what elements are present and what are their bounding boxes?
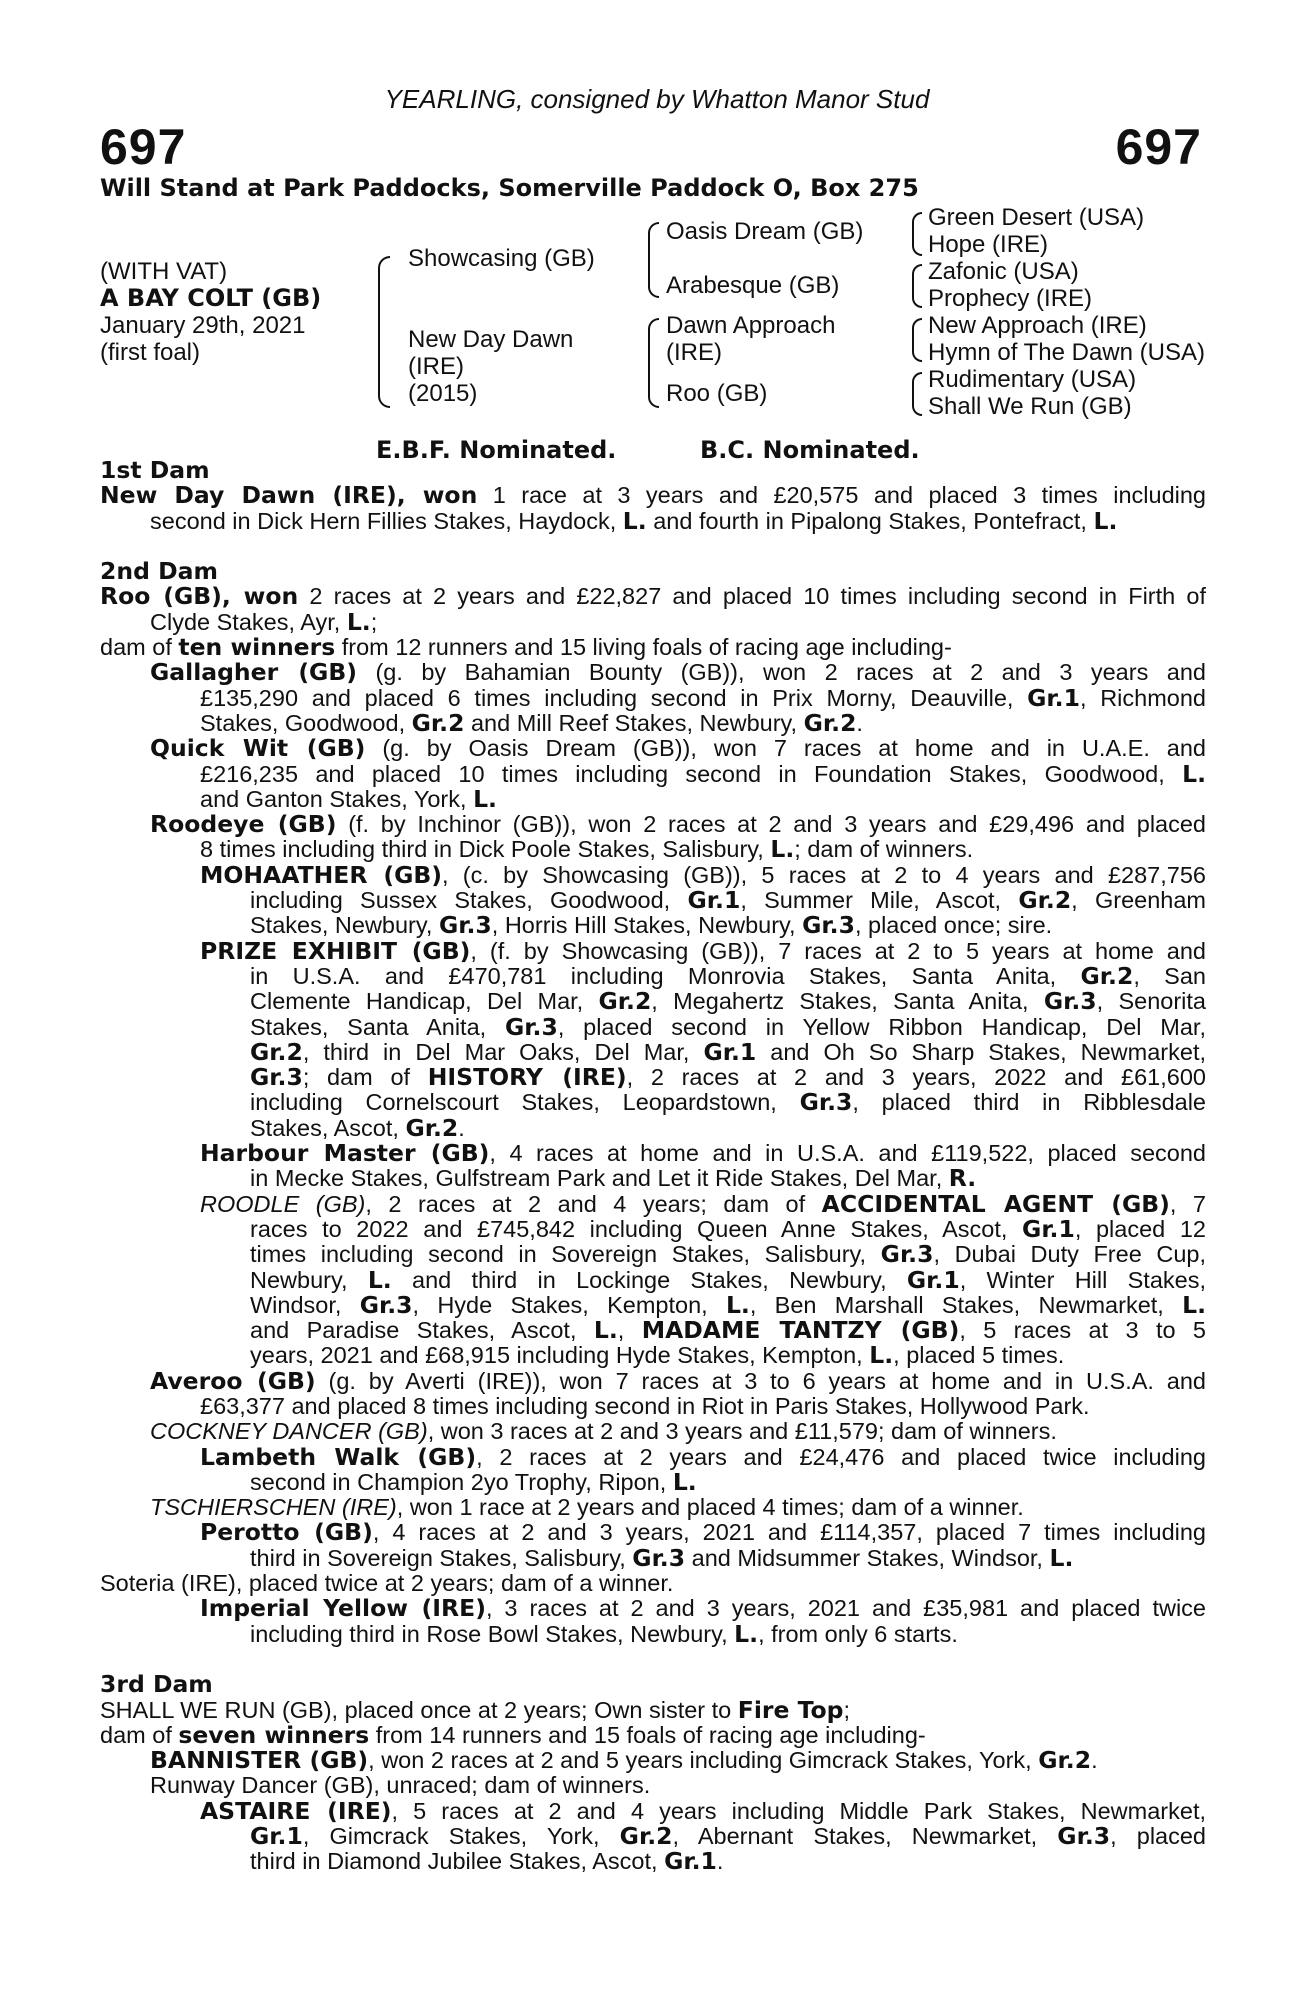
race-grade: L. [1182,761,1206,787]
race-grade: L. [725,1292,750,1319]
text-span: , 7 [1169,1191,1206,1217]
text-line [100,1596,1206,1621]
text-span: and Oh So Sharp Stakes, Newmarket, [756,1039,1206,1065]
text-span: times including second in Sovereign Stakes, Salisbury, [250,1242,881,1268]
race-grade: Gr.3 [799,1090,853,1116]
text-span: in Mecke Stakes, Gulfstream Park and Let it Ride Stakes, Del Mar, [250,1166,949,1192]
text-span: , placed once; sire. [854,913,1053,939]
text-span: . [458,1115,465,1141]
horse-name: HISTORY (IRE) [427,1065,627,1091]
text-span: races to 2022 and £745,842 including Queen Anne Stakes, Ascot, [250,1216,1023,1242]
race-grade: L. [770,837,795,863]
horse-name: New Day Dawn (IRE), won [100,483,478,509]
race-grade: L. [367,1267,392,1293]
race-grade: Gr.3 [250,1065,303,1091]
text-span: in U.S.A. and £470,781 including Monrovia Stakes, Santa Anita, [250,963,1081,989]
ebf-nomination: E.B.F. Nominated. [376,436,617,464]
text-line [100,1090,1206,1115]
text-span: (g. by Oasis Dream (GB)), won 7 races at home and in U.A.E. and [365,736,1206,762]
race-grade: Gr.2 [1018,888,1072,914]
text-span: ; [370,609,378,635]
race-grade: Gr.3 [802,913,855,939]
text-span: , San [1133,963,1206,989]
text-line [100,1242,1206,1267]
horse-name: TSCHIERSCHEN (IRE) [150,1495,397,1521]
text-line [100,964,1206,989]
text-line [100,1394,1206,1419]
text-line [100,610,1206,635]
pedigree-dsd: Hymn of The Dawn (USA) [928,339,1205,366]
text-span: and Paradise Stakes, Ascot, [250,1318,594,1344]
text-line [100,1318,1206,1343]
text-line [100,1520,1206,1545]
text-line [100,1293,1206,1318]
pedigree-ssd: Hope (IRE) [928,231,1049,258]
bracket-sd [912,264,922,308]
race-grade: L. [734,1621,759,1647]
horse-name: MOHAATHER (GB) [200,862,443,889]
text-span: SHALL WE RUN (GB), placed once at 2 years; Own sister to [100,1697,738,1723]
text-line [100,863,1206,888]
horse-name: Lambeth Walk (GB) [200,1444,477,1470]
text-span: , Senorita [1096,989,1206,1015]
bracket-ds [912,318,922,362]
text-line [100,1268,1206,1293]
text-span: , placed second in Yellow Ribbon Handicap, Del Mar, [557,1014,1206,1040]
pedigree-dam-dam: Roo (GB) [666,380,768,407]
race-grade: L. [593,1318,618,1344]
bc-nomination: B.C. Nominated. [700,436,920,464]
text-line [100,1698,1206,1723]
text-line [100,1723,1206,1748]
text-span: , placed third in Ribblesdale [852,1090,1206,1116]
text-span: , (c. by Showcasing (GB)), 5 races at 2 to 4 years and £287,756 [442,862,1206,888]
text-line [100,711,1206,736]
text-line [100,1419,1206,1444]
text-span: second in Champion 2yo Trophy, Ripon, [250,1469,673,1495]
text-line [100,1343,1206,1368]
text-span: and Ganton Stakes, York, [200,786,474,812]
text-span: , third in Del Mar Oaks, Del Mar, [302,1039,704,1065]
text-line [100,1824,1206,1849]
text-span: 2 races at 2 years and £22,827 and placed 10 times including second in Firth of [298,584,1206,610]
race-grade: Gr.2 [619,1824,673,1850]
pedigree-sss: Green Desert (USA) [928,204,1145,231]
text-line [100,1571,1206,1596]
race-grade: Gr.2 [598,989,652,1015]
text-line [100,1495,1206,1520]
text-span: . [856,710,863,736]
text-line [100,483,1206,508]
race-grade: Gr.3 [359,1292,413,1319]
text-span: including third in Rose Bowl Stakes, Newbury, [250,1621,735,1647]
text-line [100,1217,1206,1242]
text-span: ; [843,1697,851,1723]
text-span: , 4 races at 2 and 3 years, 2021 and £114,357, placed 7 times including [372,1520,1206,1546]
race-grade: L. [473,786,497,813]
text-line [100,1369,1206,1394]
text-line [100,1065,1206,1090]
text-span: Stakes, Santa Anita, [250,1014,505,1040]
text-span: , won 2 races at 2 and 5 years including Gimcrack Stakes, York, [368,1748,1039,1774]
pedigree-sire: Showcasing (GB) [408,245,595,272]
race-grade: Gr.3 [438,913,492,939]
text-line [100,635,1206,660]
text-span: (f. by Inchinor (GB)), won 2 races at 2 and 3 years and £29,496 and placed [336,812,1206,838]
text-span: including Cornelscourt Stakes, Leopardstown, [250,1090,800,1116]
text-span: , Richmond [1079,685,1206,711]
pedigree-dam-line1: New Day Dawn [408,326,574,353]
text-span: , won 1 race at 2 years and placed 4 times; dam of a winner. [396,1495,1024,1521]
pedigree-sire-dam: Arabesque (GB) [666,272,840,299]
text-span: , 3 races at 2 and 3 years, 2021 and £35,981 and placed twice [485,1596,1206,1622]
text-span: years, 2021 and £68,915 including Hyde Stakes, Kempton, [250,1343,870,1369]
race-grade: Gr.1 [664,1849,717,1875]
text-span: , placed 12 [1074,1216,1206,1242]
text-line [100,888,1206,913]
text-span: Runway Dancer (GB), unraced; dam of winners. [150,1773,651,1799]
race-grade: Gr.2 [405,1115,459,1142]
text-span: , Summer Mile, Ascot, [740,888,1019,914]
pedigree-sds: Zafonic (USA) [928,258,1079,285]
text-span: . [716,1849,724,1875]
text-span: , (f. by Showcasing (GB)), 7 races at 2 to 5 years at home and [470,938,1206,964]
horse-name: ACCIDENTAL AGENT (GB) [821,1191,1170,1217]
horse-name: Roo (GB), won [100,584,299,610]
text-span: , won 3 races at 2 and 3 years and £11,579; dam of winners. [427,1419,1057,1445]
text-span: , Greenham [1071,888,1206,914]
spacer [100,534,1206,559]
text-span: , [617,1318,642,1344]
text-span: and third in Lockinge Stakes, Newbury, [391,1267,907,1293]
catalogue-body [100,458,1206,1875]
race-grade: Gr.1 [906,1267,960,1293]
horse-name: Imperial Yellow (IRE) [200,1596,486,1622]
text-span: , Gimcrack Stakes, York, [302,1824,620,1850]
pedigree-dds: Rudimentary (USA) [928,366,1137,393]
race-grade: Gr.2 [411,710,465,737]
pedigree-dam-sire-line2: (IRE) [666,339,722,366]
text-span: £216,235 and placed 10 times including second in Foundation Stakes, Goodwood, [200,761,1183,787]
text-span: from 12 runners and 15 living foals of racing age including- [335,635,952,661]
race-grade: Gr.3 [880,1242,934,1268]
text-line [100,812,1206,837]
bracket-parents [378,256,390,408]
text-span: Soteria (IRE), placed twice at 2 years; dam of a winner. [100,1571,674,1597]
text-line [100,1773,1206,1798]
race-grade: Gr.2 [1038,1748,1092,1774]
text-line [100,584,1206,609]
text-line [100,1799,1206,1824]
lot-number-right: 697 [1115,119,1202,175]
text-span: , 2 races at 2 and 4 years; dam of [365,1191,822,1217]
text-span: , Winter Hill Stakes, [959,1267,1206,1293]
text-line [100,1116,1206,1141]
text-span: , Abernant Stakes, Newmarket, [672,1824,1058,1850]
text-line [100,736,1206,761]
horse-name: MADAME TANTZY (GB) [641,1318,960,1344]
text-span: from 14 runners and 15 foals of racing age including- [369,1722,926,1748]
text-line [100,787,1206,812]
pedigree-dam-sire-line1: Dawn Approach [666,312,836,339]
text-line [100,1748,1206,1773]
horse-name: Fire Top [737,1697,844,1723]
text-span: , Hyde Stakes, Kempton, [412,1292,726,1318]
race-grade: Gr.1 [250,1824,303,1850]
horse-name: Roodeye (GB) [150,812,337,838]
race-grade: Gr.3 [505,1014,558,1040]
text-span: Clemente Handicap, Del Mar, [250,989,599,1015]
text-line [100,1192,1206,1217]
race-grade: Gr.2 [250,1039,303,1066]
text-span: , Dubai Duty Free Cup, [933,1242,1206,1268]
race-grade: Gr.1 [1027,685,1080,711]
text-span: . [1091,1748,1098,1774]
race-grade: Gr.2 [1080,963,1134,990]
text-span: Newbury, [250,1267,368,1293]
text-span: , 5 races at 2 and 4 years including Middle Park Stakes, Newmarket, [391,1798,1206,1824]
horse-name: ASTAIRE (IRE) [200,1798,392,1825]
text-line [100,1015,1206,1040]
lot-name: A BAY COLT (GB) [100,284,322,312]
text-span: , 2 races at 2 years and £24,476 and placed twice including [476,1444,1206,1470]
horse-name: Averoo (GB) [150,1368,316,1394]
text-span: third in Diamond Jubilee Stakes, Ascot, [250,1849,665,1875]
text-span: , Megahertz Stakes, Santa Anita, [651,989,1044,1015]
text-line [100,1445,1206,1470]
third-dam-heading: 3rd Dam [100,1672,213,1698]
race-grade: Gr.1 [703,1039,757,1066]
horse-name: Quick Wit (GB) [150,736,366,762]
horse-name: ROODLE (GB) [200,1191,366,1217]
pedigree-dam-line2: (IRE) [408,353,464,380]
bracket-sire [648,222,659,298]
second-dam-heading: 2nd Dam [100,559,218,585]
lot-number-left: 697 [100,119,187,175]
text-line [100,1546,1206,1571]
vat-note: (WITH VAT) [100,258,228,285]
text-span: £135,290 and placed 6 times including second in Prix Morny, Deauville, [200,685,1028,711]
lot-note: (first foal) [100,339,201,366]
text-line [100,1849,1206,1874]
text-span: Windsor, [250,1292,360,1318]
consignor-line: YEARLING, consigned by Whatton Manor Stud [384,84,930,114]
text-span: (g. by Averti (IRE)), won 7 races at 3 to 6 years at home and in U.S.A. and [315,1368,1206,1394]
race-grade: L. [869,1343,894,1369]
pedigree-ddd: Shall We Run (GB) [928,393,1132,420]
text-span: second in Dick Hern Fillies Stakes, Haydock, [150,508,623,534]
bracket-dd [912,372,922,416]
race-grade: Gr.1 [1022,1216,1075,1243]
text-span: and fourth in Pipalong Stakes, Pontefract, [646,508,1094,534]
race-grade: L. [672,1469,697,1496]
spacer [100,1647,1206,1672]
text-span: dam of [100,1722,179,1748]
text-span: ; dam of [302,1065,428,1091]
text-line [100,686,1206,711]
pedigree-sdd: Prophecy (IRE) [928,285,1093,312]
horse-name: Perotto (GB) [200,1520,373,1546]
text-line [100,509,1206,534]
horse-name: PRIZE EXHIBIT (GB) [200,938,471,964]
text-span: , Ben Marshall Stakes, Newmarket, [749,1292,1183,1318]
text-span: and Mill Reef Stakes, Newbury, [464,710,804,736]
text-span: , 4 races at home and in U.S.A. and £119,522, placed second [489,1141,1206,1167]
text-span: including Sussex Stakes, Goodwood, [250,888,688,914]
text-span: 1 race at 3 years and £20,575 and placed 3 times including [477,483,1206,509]
horse-name: BANNISTER (GB) [150,1748,369,1774]
horse-name: COCKNEY DANCER (GB) [150,1419,428,1445]
text-line [100,762,1206,787]
horse-name: Harbour Master (GB) [200,1141,490,1167]
race-grade: Gr.2 [803,710,857,737]
winner-count: ten winners [178,635,336,661]
race-grade: L. [346,609,371,636]
bracket-dam [648,318,659,408]
text-span: ; dam of winners. [794,837,974,863]
race-grade: L. [1182,1292,1206,1319]
text-span: dam of [100,635,179,661]
race-grade: L. [622,508,647,534]
text-span: , 5 races at 3 to 5 [959,1318,1206,1344]
text-line [100,1141,1206,1166]
text-span: Stakes, Goodwood, [200,710,412,736]
text-line [100,837,1206,862]
pedigree-dam-line3: (2015) [408,380,478,407]
race-grade: R. [948,1166,977,1192]
race-grade: Gr.1 [687,888,741,914]
text-line [100,1622,1206,1647]
text-line [100,1166,1206,1191]
text-span: , Horris Hill Stakes, Newbury, [491,913,803,939]
text-span: 8 times including third in Dick Poole Stakes, Salisbury, [200,837,771,863]
pedigree-sire-sire: Oasis Dream (GB) [666,218,864,245]
text-span: , placed [1110,1824,1206,1850]
text-line [100,989,1206,1014]
text-line [100,1040,1206,1065]
race-grade: Gr.3 [632,1545,686,1572]
bracket-ss [912,212,922,256]
text-line [100,913,1206,938]
text-span: Stakes, Ascot, [250,1115,406,1141]
race-grade: L. [1093,508,1118,534]
pedigree-dss: New Approach (IRE) [928,312,1147,339]
text-span: third in Sovereign Stakes, Salisbury, [250,1545,633,1571]
horse-name: Gallagher (GB) [150,660,357,686]
race-grade: Gr.3 [1057,1824,1111,1850]
lot-dob: January 29th, 2021 [100,312,306,339]
text-line [100,660,1206,685]
race-grade: Gr.3 [1043,989,1097,1015]
text-span: Clyde Stakes, Ayr, [150,609,347,635]
text-span: Stakes, Newbury, [250,913,439,939]
text-span: and Midsummer Stakes, Windsor, [685,1545,1050,1571]
winner-count: seven winners [178,1722,370,1749]
text-span: £63,377 and placed 8 times including second in Riot in Paris Stakes, Hollywood Park. [200,1393,1090,1419]
first-dam-heading: 1st Dam [100,458,210,484]
text-span: , from only 6 starts. [758,1621,958,1647]
text-line [100,939,1206,964]
text-line [100,1470,1206,1495]
race-grade: L. [1049,1545,1074,1572]
text-span: , placed 5 times. [893,1343,1065,1369]
text-span: (g. by Bahamian Bounty (GB)), won 2 races at 2 and 3 years and [357,660,1206,686]
text-span: , 2 races at 2 and 3 years, 2022 and £61,600 [626,1065,1206,1091]
stand-location: Will Stand at Park Paddocks, Somerville Paddock O, Box 275 [100,174,919,202]
